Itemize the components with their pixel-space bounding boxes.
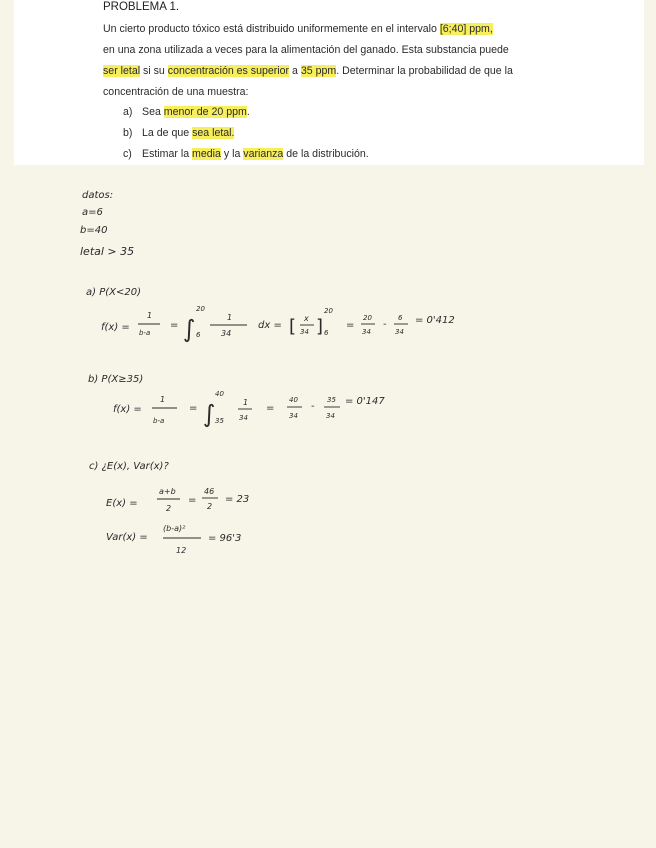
hw-part-a-heading: a) P(X<20) [86, 287, 141, 298]
hw-a-minus: - [383, 319, 387, 330]
highlight-interval: [6;40] ppm, [439, 23, 493, 35]
hw-letal: letal > 35 [80, 245, 135, 258]
hw-b-frac3-num: 40 [289, 396, 298, 404]
hw-a-eq2: = [346, 320, 355, 331]
hw-datos: datos: [82, 190, 114, 201]
hw-c-var: Var(x) = [106, 532, 148, 543]
highlight-sea-letal: sea letal. [192, 127, 235, 139]
hw-b-frac2-den: 34 [239, 414, 248, 422]
hw-a-frac2-den: 34 [221, 329, 232, 338]
statement-line-2: en una zona utilizada a veces para la alimentación del ganado. Esta substancia puede [103, 44, 509, 56]
hw-b-frac4-num: 35 [327, 396, 336, 404]
hw-c-var-num: (b-a)² [163, 524, 186, 533]
hw-c-ex-result: = 23 [225, 494, 250, 505]
item-label: b) [123, 127, 133, 139]
integral-icon: ∫ [203, 400, 216, 428]
hw-a-fx: f(x) = [101, 322, 130, 333]
highlight-35ppm: 35 ppm [300, 65, 337, 77]
statement-text: Un cierto producto tóxico está distribuido uniformemente en el intervalo [103, 23, 440, 35]
hw-b-int-lower: 35 [215, 417, 224, 425]
hw-part-c-heading: c) ¿E(x), Var(x)? [89, 461, 169, 472]
left-bracket-icon: [ [289, 316, 297, 337]
hw-part-b-heading: b) P(X≥35) [88, 374, 144, 385]
item-text: Sea [142, 106, 164, 118]
hw-a-bracket-den: 34 [300, 328, 309, 336]
statement-line-4: concentración de una muestra: [103, 86, 249, 98]
hw-c-frac2-den: 2 [207, 502, 213, 511]
hw-a-frac4-den: 34 [395, 328, 404, 336]
highlight-media: media [192, 148, 221, 160]
hw-a-eq1: = [170, 320, 179, 331]
hw-a-frac1-den: b-a [139, 329, 151, 337]
highlight-menor: menor de 20 ppm [163, 106, 247, 118]
item-text: de la distribución. [283, 148, 369, 160]
hw-b-result: = 0'147 [345, 396, 385, 407]
hw-c-frac2-num: 46 [204, 487, 215, 496]
item-label: a) [123, 106, 133, 118]
highlight-letal: ser letal [103, 65, 141, 77]
hw-c-frac1-num: a+b [159, 487, 176, 496]
hw-a-dx: dx = [258, 320, 282, 331]
problem-title: PROBLEMA 1. [103, 1, 180, 13]
hw-b-value: b=40 [80, 225, 108, 236]
hw-a-int-upper: 20 [196, 305, 205, 313]
highlight-concentration: concentración es superior [167, 65, 290, 77]
integral-icon: ∫ [183, 315, 196, 343]
hw-b-fx: f(x) = [113, 404, 142, 415]
hw-a-result: = 0'412 [415, 315, 455, 326]
hw-c-var-den: 12 [176, 546, 187, 555]
hw-b-frac4-den: 34 [326, 412, 335, 420]
hw-a-bracket-num: x [304, 314, 309, 323]
highlight-varianza: varianza [243, 148, 284, 160]
hw-b-eq1: = [189, 403, 198, 414]
hw-c-ex: E(x) = [106, 498, 138, 509]
hw-b-frac1-den: b-a [153, 417, 165, 425]
item-text: y la [220, 148, 244, 160]
hw-a-frac4-num: 6 [398, 314, 403, 322]
item-text: . [246, 106, 250, 118]
hw-c-eq1: = [188, 495, 197, 506]
hw-c-frac1-den: 2 [166, 504, 172, 513]
hw-c-var-result: = 96'3 [208, 533, 242, 544]
hw-a-int-lower: 6 [196, 331, 201, 339]
hw-b-frac1-num: 1 [160, 395, 166, 404]
hw-b-frac2-num: 1 [243, 398, 249, 407]
hw-b-frac3-den: 34 [289, 412, 298, 420]
item-text: Estimar la [142, 148, 193, 160]
hw-b-minus: - [311, 401, 315, 412]
right-bracket-icon: ] [316, 316, 324, 337]
hw-a-bracket-lower: 6 [324, 329, 329, 337]
item-label: c) [123, 148, 132, 160]
hw-a-bracket-upper: 20 [324, 307, 333, 315]
hw-a-frac1-num: 1 [147, 311, 153, 320]
item-text: La de que [142, 127, 193, 139]
statement-text: a [289, 65, 301, 77]
hw-a-value: a=6 [82, 207, 103, 218]
hw-b-eq2: = [266, 403, 275, 414]
hw-b-int-upper: 40 [215, 390, 224, 398]
hw-a-frac3-den: 34 [362, 328, 371, 336]
statement-text: . Determinar la probabilidad de que la [336, 65, 513, 77]
hw-a-frac3-num: 20 [363, 314, 372, 322]
statement-text: si su [140, 65, 168, 77]
hw-a-frac2-num: 1 [227, 313, 233, 322]
